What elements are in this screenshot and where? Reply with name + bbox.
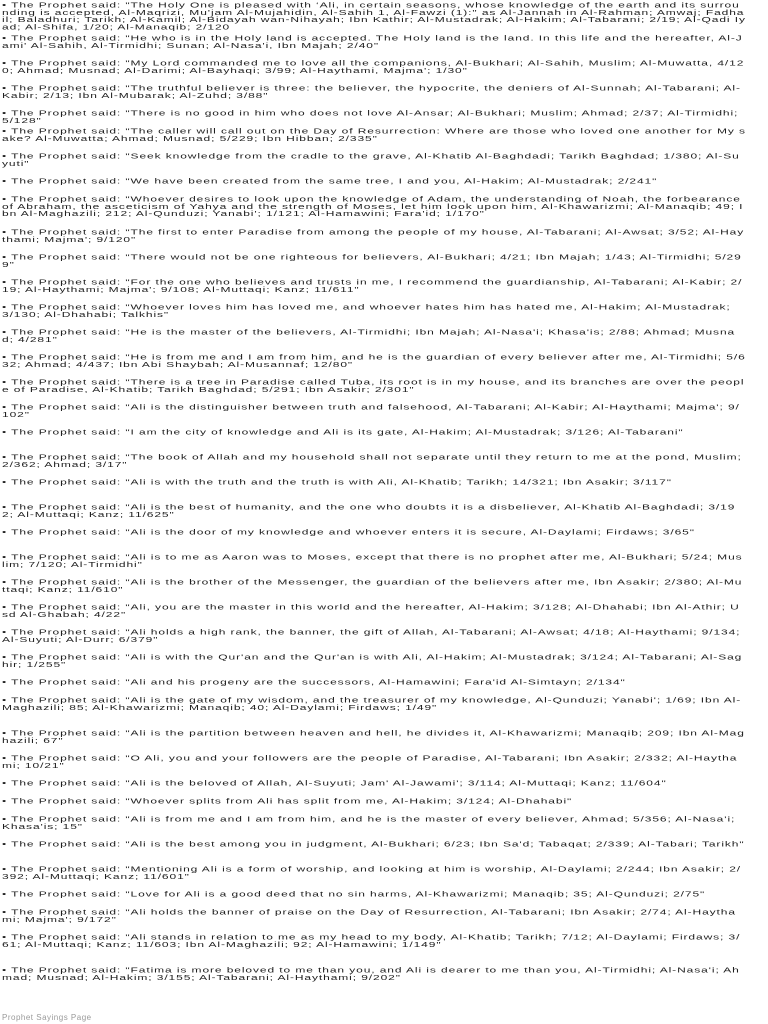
- hadith-entry: • The Prophet said: "Ali, you are the master in this world and the hereafter, Al-Hakim; 3/128; Al-Dhahabi; Ibn Al-Athir; Usd Al-Ghabah; 4/22": [2, 602, 740, 619]
- hadith-entry: • The Prophet said: "Ali is the distinguisher between truth and falsehood, Al-Tabarani; Al-Kabir; Al-Haythami; Majma'; 9/102": [2, 402, 740, 419]
- hadith-entry: • The Prophet said: "The Holy One is pleased with ‘Ali, in certain seasons, whose knowledge of the earth and its surrounding is accepted, Al-Maqrizi, Mu'jam Al-Mujahidin, Al-Sahih 1, Al-Fawzi (1):" as Al-Jannah in Al-Rahman; Amwaj; Fadhail; Baladhuri; Tarikh; Al-Kamil; Al-Bidayah wan-Nihayah; Ibn Kathir; Al-Mustadrak; Al-Hakim; Al-Tabarani; 2/19; Al-Qadi Iyad; Al-Shifa, 1/20; Al-Manaqib; 2/120: [2, 0, 746, 31]
- hadith-entry: • The Prophet said: "Ali is with the truth and the truth is with Ali, Al-Khatib; Tarikh; 14/321; Ibn Asakir; 3/117": [2, 477, 672, 487]
- hadith-entry: • The Prophet said: "Ali is the gate of my wisdom, and the treasurer of my knowledge, Al-Qunduzi; Yanabi'; 1/69; Ibn Al-Maghazili; 85; Al-Khawarizmi; Manaqib; 40; Al-Daylami; Firdaws; 1/49": [2, 695, 742, 712]
- hadith-entry: • The Prophet said: "He is the master of the believers, Al-Tirmidhi; Ibn Majah; Al-Nasa'i; Khasa'is; 2/88; Ahmad; Musnad; 4/281": [2, 327, 736, 344]
- hadith-entry: • The Prophet said: "There is a tree in Paradise called Tuba, its root is in my house, and its branches are over the people of Paradise, Al-Khatib; Tarikh Baghdad; 5/291; Ibn Asakir; 2/301": [2, 377, 745, 394]
- hadith-entry: • The Prophet said: "Ali is with the Qur'an and the Qur'an is with Ali, Al-Hakim; Al-Mustadrak; 3/124; Al-Tabarani; Al-Saghir; 1/255": [2, 652, 743, 669]
- hadith-entry: • The Prophet said: "Ali holds a high rank, the banner, the gift of Allah, Al-Tabarani; Al-Awsat; 4/18; Al-Haythami; 9/134; Al-Suyuti; Al-Durr; 6/379": [2, 627, 741, 644]
- hadith-entry: • The Prophet said: "Ali is to me as Aaron was to Moses, except that there is no prophet after me, Al-Bukhari; 5/24; Muslim; 7/120; Al-Tirmidhi": [2, 552, 743, 569]
- hadith-entry: • The Prophet said: "The truthful believer is three: the believer, the hypocrite, the deniers of Al-Sunnah; Al-Tabarani; Al-Kabir; 2/13; Ibn Al-Mubarak; Al-Zuhd; 3/88": [2, 83, 741, 100]
- hadith-entry: • The Prophet said: "Ali is the brother of the Messenger, the guardian of the believers after me, Ibn Asakir; 2/380; Al-Muttaqi; Kanz; 11/610": [2, 577, 743, 594]
- hadith-entry: • The Prophet said: "There is no good in him who does not love Al-Ansar; Al-Bukhari; Muslim; Ahmad; 2/37; Al-Tirmidhi; 5/128": [2, 108, 739, 125]
- hadith-entry: • The Prophet said: "Ali stands in relation to me as my head to my body, Al-Khatib; Tarikh; 7/12; Al-Daylami; Firdaws; 3/61; Al-Muttaqi; Kanz; 11/603; Ibn Al-Maghazili; 92; Al-Hamawini; 1/149": [2, 932, 741, 949]
- hadith-entry: • The Prophet said: "Ali is from me and I am from him, and he is the master of every believer, Ahmad; 5/356; Al-Nasa'i; Khasa'is; 15": [2, 814, 736, 831]
- hadith-entry: • The Prophet said: "For the one who believes and trusts in me, I recommend the guardianship, Al-Tabarani; Al-Kabir; 2/19; Al-Haythami; Majma'; 9/108; Al-Muttaqi; Kanz; 11/611": [2, 277, 743, 294]
- hadith-entry: • The Prophet said: "Seek knowledge from the cradle to the grave, Al-Khatib Al-Baghdadi; Tarikh Baghdad; 1/380; Al-Suyuti": [2, 151, 740, 168]
- hadith-entry: • The Prophet said: "The book of Allah and my household shall not separate until they return to me at the pond, Muslim; 2/362; Ahmad; 3/17": [2, 452, 742, 469]
- hadith-entry: • The Prophet said: "The caller will call out on the Day of Resurrection: Where are those who loved one another for My sake? Al-Muwatta; Ahmad; Musnad; 5/229; Ibn Hibban; 2/335": [2, 126, 746, 143]
- hadith-entry: • The Prophet said: "Ali holds the banner of praise on the Day of Resurrection, Al-Tabarani; Ibn Asakir; 2/74; Al-Haythami; Majma'; 9/172": [2, 907, 736, 924]
- hadith-entry: • The Prophet said: "There would not be one righteous for believers, Al-Bukhari; 4/21; Ibn Majah; 1/43; Al-Tirmidhi; 5/299": [2, 252, 742, 269]
- hadith-entry: • The Prophet said: "Ali is the best of humanity, and the one who doubts it is a disbeliever, Al-Khatib Al-Baghdadi; 3/192; Al-Muttaqi; Kanz; 11/625": [2, 502, 736, 519]
- hadith-entry: • The Prophet said: "He is from me and I am from him, and he is the guardian of every believer after me, Al-Tirmidhi; 5/632; Ahmad; 4/437; Ibn Abi Shaybah; Al-Musannaf; 12/80": [2, 352, 746, 369]
- hadith-entry: • The Prophet said: "Ali is the best among you in judgment, Al-Bukhari; 6/23; Ibn Sa'd; Tabaqat; 2/339; Al-Tabari; Tarikh": [2, 839, 745, 849]
- hadith-entry: • The Prophet said: "Ali and his progeny are the successors, Al-Hamawini; Fara'id Al-Simtayn; 2/134": [2, 677, 626, 687]
- hadith-entry: • The Prophet said: "Ali is the door of my knowledge and whoever enters it is secure, Al-Daylami; Firdaws; 3/65": [2, 527, 695, 537]
- hadith-entry: • The Prophet said: "My Lord commanded me to love all the companions, Al-Bukhari; Al-Sahih, Muslim; Al-Muwatta, 4/120; Ahmad; Musnad; Al-Darimi; Al-Bayhaqi; 3/99; Al-Haythami, Majma'; 1/30": [2, 58, 745, 75]
- hadith-entry: • The Prophet said: "Mentioning Ali is a form of worship, and looking at him is worship, Al-Daylami; 2/244; Ibn Asakir; 2/392; Al-Muttaqi; Kanz; 11/601": [2, 864, 742, 881]
- hadith-entry: • The Prophet said: "Fatima is more beloved to me than you, and Ali is dearer to me than you, Al-Tirmidhi; Al-Nasa'i; Ahmad; Musnad; Al-Hakim; 3/155; Al-Tabarani; Al-Haythami; 9/202": [2, 965, 740, 982]
- page-footer: Prophet Sayings Page: [2, 1013, 92, 1022]
- hadith-entry: • The Prophet said: "Whoever loves him has loved me, and whoever hates him has hated me, Al-Hakim; Al-Mustadrak; 3/130; Al-Dhahabi; Talkhis": [2, 302, 731, 319]
- hadith-entry: • The Prophet said: "Ali is the beloved of Allah, Al-Suyuti; Jam' Al-Jawami'; 3/114; Al-Muttaqi; Kanz; 11/604": [2, 778, 667, 788]
- hadith-entry: • The Prophet said: "The first to enter Paradise from among the people of my house, Al-Tabarani; Al-Awsat; 3/52; Al-Haythami; Majma'; 9/120": [2, 227, 745, 244]
- hadith-entry: • The Prophet said: "Whoever desires to look upon the knowledge of Adam, the understanding of Noah, the forbearance of Abraham, the asceticism of Yahya and the strength of Moses, let him look upon him, Al-Khawarizmi; Al-Manaqib; 49; Ibn Al-Maghazili; 212; Al-Qunduzi; Yanabi'; 1/121; Al-Hamawini; Fara'id; 1/170": [2, 194, 744, 218]
- hadith-entry: • The Prophet said: "He who is in the Holy land is accepted. The Holy land is the land. In this life and the hereafter, Al-Jami' Al-Sahih, Al-Tirmidhi; Sunan; Al-Nasa'i, Ibn Majah; 2/40": [2, 33, 743, 50]
- hadith-entry: • The Prophet said: "Whoever splits from Ali has split from me, Al-Hakim; 3/124; Al-Dhahabi": [2, 796, 573, 806]
- hadith-entry: • The Prophet said: "I am the city of knowledge and Ali is its gate, Al-Hakim; Al-Mustadrak; 3/126; Al-Tabarani": [2, 427, 684, 437]
- hadith-entry: • The Prophet said: "Love for Ali is a good deed that no sin harms, Al-Khawarizmi; Manaqib; 35; Al-Qunduzi; 2/75": [2, 889, 706, 899]
- hadith-entry: • The Prophet said: "O Ali, you and your followers are the people of Paradise, Al-Tabarani; Ibn Asakir; 2/332; Al-Haythami; 10/21": [2, 753, 738, 770]
- hadith-entry: • The Prophet said: "Ali is the partition between heaven and hell, he divides it, Al-Khawarizmi; Manaqib; 209; Ibn Al-Maghazili; 67": [2, 728, 745, 745]
- hadith-entry: • The Prophet said: "We have been created from the same tree, I and you, Al-Hakim; Al-Mustadrak; 2/241": [2, 176, 658, 186]
- hadith-list: [2, 2, 746, 988]
